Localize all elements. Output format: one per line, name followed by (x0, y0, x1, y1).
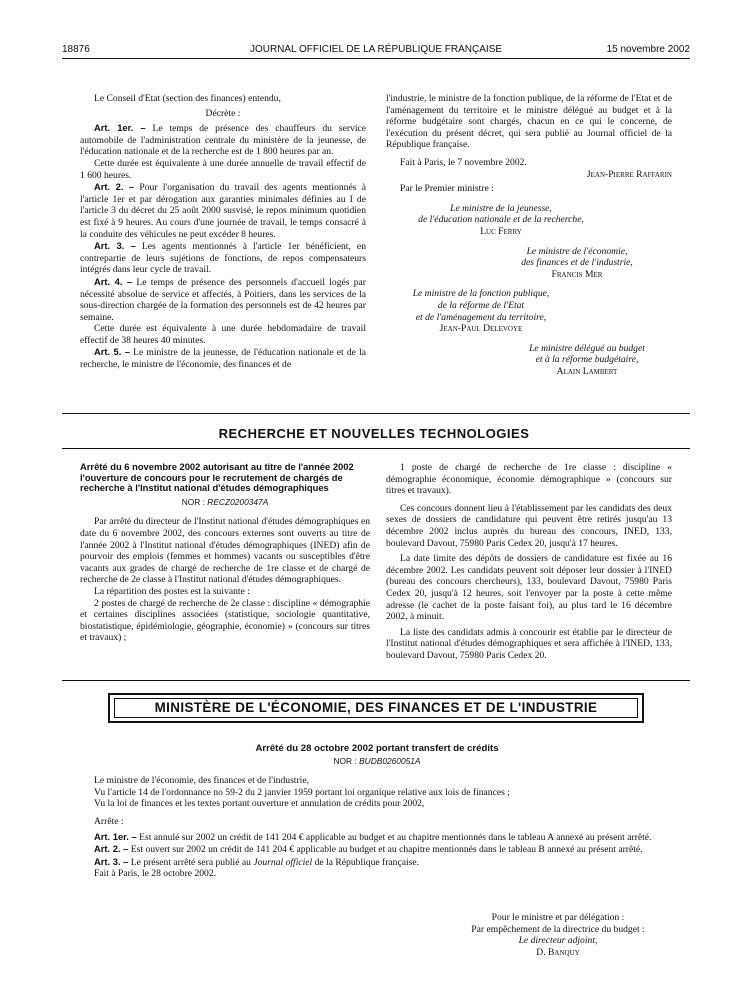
arrete1-column-right (386, 462, 672, 662)
decree-art2 (80, 181, 366, 240)
arrete1-p5: Ces concours donnent lieu à l'établissement par les candidats des deux sexes de dossiers de candidature qui peuvent être retirés jusqu'au 13 décembre 2002 inclus auprès du bureau des concours, INED, 133, boulevard Davout, 75980 Paris Cedex 20, jusqu'à 17 heures. (386, 502, 672, 549)
a2-sig-l1: Pour le ministre et par délégation : (491, 912, 625, 923)
arrete1-p6: La date limite des dépôts de dossiers de candidature est fixée au 16 décembre 2002. Les candidats peuvent soit déposer leur dossier à l'INED (bureau des concours chercheurs), 133, boulevard Davout, 75980 Paris Cedex 20, jusqu'à 12 heures, soit l'envoyer par la poste à cette même adresse (le cachet de la poste faisant foi), au plus tard le 16 décembre 2002, à minuit. (386, 553, 672, 623)
arrete2-art2 (80, 843, 674, 856)
arrete1-nor (80, 497, 370, 509)
arrete2-body (80, 744, 674, 880)
journal-title: JOURNAL OFFICIEL DE LA RÉPUBLIQUE FRANÇAISE (249, 44, 503, 55)
nor2-code: BUDB0260051A (359, 755, 421, 766)
a2-sig-l2: Par empêchement de la directrice du budget : (471, 923, 645, 935)
art5-text: Le ministre de la jeunesse, de l'éducation nationale et de la recherche, le ministre de l'économie, des finances et de (80, 347, 366, 371)
signer-pm: Jean-Pierre Raffarin (586, 168, 672, 180)
a2-art3-text-b: de la République française. (314, 856, 420, 868)
arrete2-nor (80, 756, 674, 768)
arrete2-signature (440, 912, 676, 958)
page-number: 18876 (62, 44, 90, 55)
sig2-role: Le ministre de l'économie, (526, 245, 628, 257)
arrete1-p2: La répartition des postes est la suivante : (94, 585, 250, 597)
sig1-role2: de l'éducation nationale et de la recherche, (418, 214, 584, 226)
signature-block-3 (386, 288, 576, 334)
sig4-name: Alain Lambert (556, 365, 618, 377)
signature-block-4 (502, 343, 672, 378)
arrete1-p3: 2 postes de chargé de recherche de 2e classe : discipline « démographie et certaines disciplines associées (statistique, sociologie quantitative, biostatistique, épidémiologie, géographie, économie) » (concours sur titres et travaux) ; (80, 597, 370, 644)
section-rule-top (62, 413, 690, 414)
sig3-name: Jean-Paul Delevoye (439, 323, 523, 335)
decree-art1-b: Cette durée est équivalente à une durée annuelle de travail effectif de 1 600 heures. (80, 157, 366, 181)
arrete2-l2: Vu l'article 14 de l'ordonnance no 59-2 du 2 janvier 1959 portant loi organique relative aux lois de finances ; (94, 786, 510, 798)
a2-art3-label: Art. 3. – (94, 855, 129, 867)
nor2-label: NOR : (333, 755, 357, 766)
decree-fait: Fait à Paris, le 7 novembre 2002. (400, 156, 527, 168)
a2-sig-l3: Le directeur adjoint, (518, 935, 598, 947)
art3-label: Art. 3. – (94, 240, 136, 252)
section-rule-bottom (62, 448, 690, 449)
section-title-ministere: MINISTÈRE DE L'ÉCONOMIE, DES FINANCES ET DE L'INDUSTRIE (154, 700, 598, 715)
decree-column-right (386, 93, 672, 377)
header-rule (62, 58, 690, 59)
signature-block-2 (482, 246, 672, 281)
arrete2-art1 (80, 831, 674, 844)
art2-label: Art. 2. – (94, 181, 135, 193)
decree-art5-cont: l'industrie, le ministre de la fonction publique, de la réforme de l'Etat et de l'aménagement du territoire et le ministre délégué au budget et à la réforme budgétaire sont chargés, chacun en ce qui le concerne, de l'exécution du présent décret, qui sera publié au Journal officiel de la République française. (386, 93, 672, 151)
nor-code: RECZ0200347A (207, 496, 269, 507)
arrete1-p4: 1 poste de chargé de recherche de 1re classe : discipline « démographie économique, économie démographique » (concours sur titres et travaux). (386, 462, 672, 497)
page-header (62, 44, 690, 58)
arrete1-p7: La liste des candidats admis à concourir est établie par le directeur de l'Institut national d'études démographiques et sera affichée à l'INED, 133, boulevard Davout, 75980 Paris Cedex 20. (386, 626, 672, 661)
arrete2-fait: Fait à Paris, le 28 octobre 2002. (94, 868, 217, 880)
decree-art3 (80, 240, 366, 276)
sig3-role3: et de l'aménagement du territoire, (415, 311, 547, 323)
arrete1-p1: Par arrêté du directeur de l'Institut national d'études démographiques en date du 6 novembre 2002, des concours externes sont ouverts au titre de l'année 2002 à l'Institut national d'études démographiques (INED) afin de pourvoir des emplois (femmes et hommes) vacants ou susceptibles d'être vacants aux grades de chargé de recherche de 1re classe et de chargé de recherche de 2e classe à l'Institut national d'études démographiques. (80, 516, 370, 586)
arrete2-arrete: Arrête : (94, 815, 124, 827)
sig4-role2: et à la réforme budgétaire, (535, 354, 639, 366)
arrete2-art3 (80, 856, 674, 869)
arrete2-l3: Vu la loi de finances et les textes portant ouverture et annulation de crédits pour 2002, (94, 798, 425, 810)
arrete1-title: Arrêté du 6 novembre 2002 autorisant au titre de l'année 2002 l'ouverture de concours pour le recrutement de chargés de recherche à l'Institut national d'études démographiques (80, 461, 354, 494)
art3-text: Les agents mentionnés à l'article 1er bénéficient, en contrepartie de leurs sujétions de fonctions, de repos compensateurs intégrés dans leur cycle de travail. (80, 241, 366, 276)
par-premier-ministre: Par le Premier ministre : (400, 183, 494, 195)
decree-decrete: Décrète : (205, 107, 241, 119)
a2-art3-journal: Journal officiel (253, 856, 313, 868)
sig1-role: Le ministre de la jeunesse, (450, 202, 552, 214)
sig2-name: Francis Mer (551, 268, 603, 280)
art5-label: Art. 5. – (94, 346, 130, 358)
sig3-role: Le ministre de la fonction publique, (412, 288, 550, 300)
sig2-role2: des finances et de l'industrie, (521, 257, 633, 269)
decree-art4-b: Cette durée est équivalente à une durée hebdomadaire de travail effectif de 38 heures 40 minutes. (80, 323, 366, 346)
arrete1-column-left (80, 462, 370, 644)
section-box-ministere (108, 693, 644, 723)
section2-rule (62, 680, 690, 681)
art2-text: Pour l'organisation du travail des agents mentionnés à l'article 1er et par dérogation aux garanties minimales définies au I de l'article 3 du décret du 25 août 2000 susvisé, le repos minimum quotidien est fixé à 9 heures. Au cours d'une journée de travail, le temps consacré à la conduite des véhicules ne peut excéder 8 heures. (80, 182, 366, 240)
decree-column-left (80, 93, 366, 371)
a2-art1-text: Est annulé sur 2002 un crédit de 141 204 € applicable au budget et au chapitre mentionnés dans le tableau A annexé au présent arrêté. (139, 831, 652, 843)
arrete2-title: Arrêté du 28 octobre 2002 portant transfert de crédits (255, 743, 499, 754)
decree-art5 (80, 346, 366, 370)
sig3-role2: de la réforme de l'Etat (437, 299, 525, 311)
art4-label: Art. 4. – (94, 275, 133, 287)
decree-art4 (80, 276, 366, 323)
decree-intro: Le Conseil d'Etat (section des finances) entendu, (94, 93, 281, 104)
section-title-recherche: RECHERCHE ET NOUVELLES TECHNOLOGIES (218, 426, 530, 441)
arrete2-l1: Le ministre de l'économie, des finances et de l'industrie, (94, 775, 309, 787)
a2-art2-text: Est ouvert sur 2002 un crédit de 141 204 € applicable au budget et au chapitre mentionnés dans le tableau B annexé au présent arrêté. (130, 844, 643, 856)
a2-art1-label: Art. 1er. – (94, 830, 137, 842)
a2-art2-label: Art. 2. – (94, 843, 129, 855)
art1-text: Le temps de présence des chauffeurs du service automobile de l'administration centrale du ministère de la jeunesse, de l'éducation nationale et de la recherche est de 1 800 heures par an. (80, 123, 366, 158)
art4-text: Le temps de présence des personnels d'accueil logés par nécessité absolue de service et affectés, à Poitiers, dans les services de la sous-direction chargée de la formation des personnels est de 42 heures par semaine. (80, 276, 366, 323)
sig1-name: Luc Ferry (480, 225, 522, 237)
signature-block-1 (386, 203, 616, 238)
decree-art1 (80, 122, 366, 158)
a2-sig-name: D. Banquy (536, 946, 580, 958)
issue-date: 15 novembre 2002 (606, 44, 690, 55)
art1-label: Art. 1er. – (94, 122, 146, 134)
a2-art3-text-a: Le présent arrêté sera publié au (130, 856, 251, 868)
sig4-role: Le ministre délégué au budget (529, 342, 645, 354)
nor-label: NOR : (181, 496, 205, 507)
